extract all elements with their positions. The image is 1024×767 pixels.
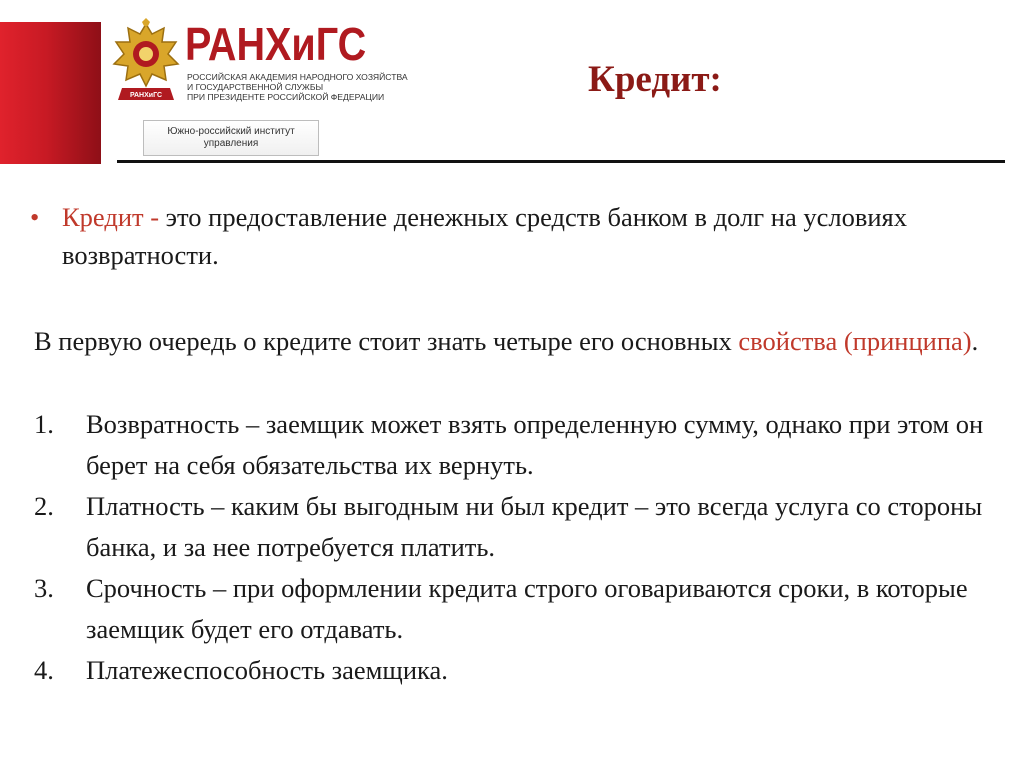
definition-bullet bbox=[30, 198, 1000, 274]
definition-text: это предоставление денежных средств банком в долг на условиях возвратности. bbox=[62, 202, 907, 270]
brand-name: РАНХиГС bbox=[185, 18, 367, 70]
brand-subtitle bbox=[187, 72, 457, 102]
brand-subtitle-line: ПРИ ПРЕЗИДЕНТЕ РОССИЙСКОЙ ФЕДЕРАЦИИ bbox=[187, 92, 385, 102]
institute-line: Южно-российский институт bbox=[167, 126, 295, 137]
brand-subtitle-line: РОССИЙСКАЯ АКАДЕМИЯ НАРОДНОГО ХОЗЯЙСТВА bbox=[187, 72, 408, 82]
intro-end: . bbox=[971, 326, 979, 356]
list-item bbox=[34, 568, 1004, 650]
slide-title: Кредит: bbox=[588, 59, 722, 100]
title-divider bbox=[117, 160, 1005, 163]
list-item bbox=[34, 404, 1004, 486]
item-number: 4. bbox=[34, 655, 54, 685]
item-text: Платность – каким бы выгодным ни был кредит – это всегда услуга со стороны банка, и за нее потребуется платить. bbox=[86, 491, 983, 562]
properties-list bbox=[34, 404, 1004, 691]
item-number: 3. bbox=[34, 573, 54, 603]
intro-highlight: свойства (принципа) bbox=[738, 326, 972, 356]
bullet-icon: • bbox=[30, 202, 40, 232]
definition-term: Кредит - bbox=[62, 202, 160, 232]
institute-label bbox=[143, 120, 319, 156]
eagle-emblem-icon bbox=[112, 18, 180, 108]
brand-subtitle-line: И ГОСУДАРСТВЕННОЙ СЛУЖБЫ bbox=[187, 82, 324, 92]
item-text: Платежеспособность заемщика. bbox=[86, 655, 448, 685]
emblem-monogram: РАНХиГС bbox=[129, 92, 163, 99]
item-number: 1. bbox=[34, 409, 54, 439]
item-text: Возвратность – заемщик может взять определенную сумму, однако при этом он берет на себя обязательства их вернуть. bbox=[86, 409, 984, 480]
intro-paragraph bbox=[34, 322, 1004, 360]
list-item bbox=[34, 486, 1004, 568]
item-text: Срочность – при оформлении кредита строго оговариваются сроки, в которые заемщик будет его отдавать. bbox=[86, 573, 968, 644]
university-logo bbox=[112, 18, 408, 110]
accent-bar bbox=[0, 22, 101, 164]
intro-text: В первую очередь о кредите стоит знать четыре его основных bbox=[34, 326, 732, 356]
institute-line: управления bbox=[203, 138, 259, 149]
list-item bbox=[34, 650, 1004, 691]
item-number: 2. bbox=[34, 491, 54, 521]
